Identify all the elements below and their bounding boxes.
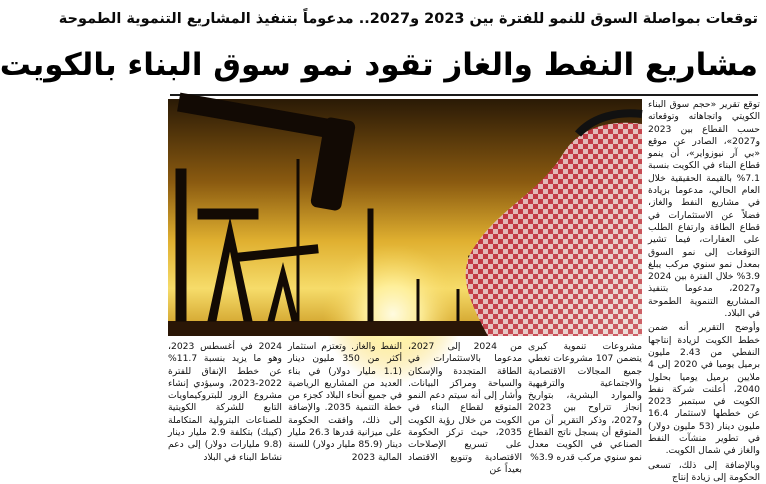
article-column-4 [168, 341, 282, 467]
paragraph: من 2024 إلى 2027، مدعوما بالاستثمارات في الطاقة المتجددة والإسكان والسياحة ومراكز البيانات. وأشار إلى أنه سيتم دعم النمو المتوقع لقطاع البناء في الكويت من خلال رؤية الكويت 2035، حيث تركز الحكومة على تسريع الإصلاحات الاقتصادية وتنويع الاقتصاد بعيداً عن [408, 341, 522, 475]
headline-divider [170, 94, 758, 96]
article-column-right [648, 99, 760, 483]
article-column-2 [408, 341, 522, 475]
article-subheadline: توقعات بمواصلة السوق للنمو للفترة بين 2023 و2027.. مدعوماً بتنفيذ المشاريع التنموية الطموحة [58, 11, 758, 27]
paragraph: النفط والغاز. وتعتزم استثمار أكثر من 350 مليون دينار (1.1 مليار دولار) في بناء العديد من المشاريع الرياضية في جميع أنحاء البلاد كجزء من خطة التنمية 2035. والإضافة إلى ذلك، وافقت الحكومة على ميزانية قدرها 26.3 مليار دينار (85.9 مليار دولار) للسنة المالية 2023 [288, 341, 402, 463]
article-column-1 [528, 341, 642, 467]
paragraph: توقع تقرير «حجم سوق البناء الكويتي واتجاهاته وتوقعاته حسب القطاع بين 2023 و2027»، الصادر عن موقع «بي آر نيوزواير»، أن ينمو قطاع البناء في الكويت بنسبة 7.1% بالقيمة الحقيقية خلال العام الحالي، مدعوما بزيادة في مشاريع النفط والغاز، فضلاً عن الاستثمارات في قطاع الطاقة وارتفاع الطلب على العقارات، فيما تشير التوقعات إلى نمو السوق بمعدل نمو سنوي مركب يبلغ 3.9% خلال الفترة بين 2024 و2027، مدعوما بتنفيذ المشاريع التنموية الطموحة في البلاد. [648, 99, 760, 320]
paragraph: وبالإضافة إلى ذلك، تسعى الحكومة إلى زيادة إنتاج [648, 459, 760, 483]
paragraph: وأوضح التقرير أنه ضمن خطط الكويت لزيادة إنتاجها النفطي من 2.43 مليون برميل يوميا في 2020 إلى 4 ملايين برميل يوميا بحلول 2040، أعلنت شركة نفط الكويت في سبتمبر 2023 عن خططها لاستثمار 16.4 مليون دينار (53 مليون دولار) في تطوير منشآت النفط والغاز في شمال الكويت. [648, 322, 760, 457]
article-photo [168, 99, 642, 336]
oil-field-photo [168, 99, 642, 336]
article-columns-bottom [168, 341, 642, 475]
paragraph: 2024 في أغسطس 2023، وهو ما يزيد بنسبة 11.7% عن خطط الإنفاق للفترة 2022-2023، وسيؤدي إنشاء مشروع الزور للبتروكيماويات التابع للشركة الكويتية للصناعات البترولية المتكاملة (كيبك) بتكلفة 2.9 مليار دينار (9.8 مليارات دولار) إلى دعم نشاط البناء في البلاد [168, 341, 282, 463]
article-headline: مشاريع النفط والغاز تقود نمو سوق البناء بالكويت [0, 47, 758, 83]
article-column-3 [288, 341, 402, 467]
paragraph: مشروعات تنموية كبرى يتضمن 107 مشروعات تغطي جميع المجالات الاقتصادية والاجتماعية والترفيهية والموارد البشرية، بتواريخ إنجاز تتراوح بين 2023 و2027، وذكر التقرير أن من المتوقع أن يسجل ناتج القطاع الصناعي في الكويت معدل نمو سنوي مركب قدره 3.9% [528, 341, 642, 463]
